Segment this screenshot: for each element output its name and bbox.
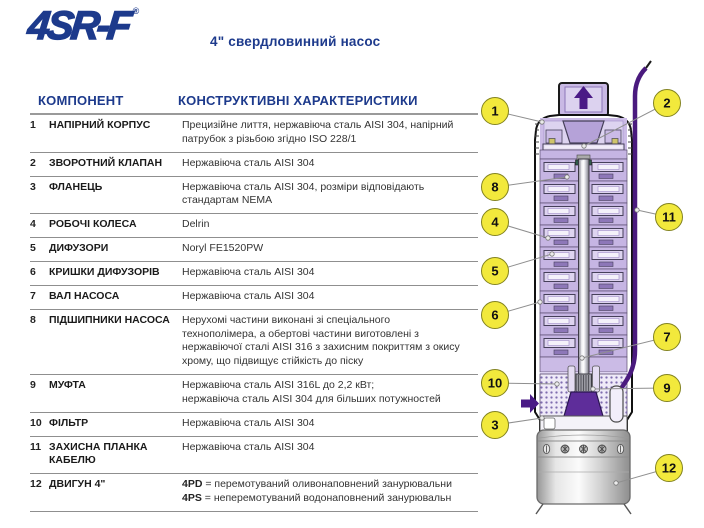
callout-number: 1 bbox=[491, 103, 499, 119]
table-row bbox=[30, 413, 478, 437]
row-number: 3 bbox=[30, 180, 36, 193]
row-number: 4 bbox=[30, 218, 36, 231]
brand-logo bbox=[25, 4, 140, 49]
table-row bbox=[30, 286, 478, 310]
component-name: РОБОЧІ КОЛЕСА bbox=[49, 218, 137, 231]
table-row bbox=[30, 262, 478, 286]
component-description: Delrin bbox=[182, 218, 210, 231]
callout-number: 3 bbox=[491, 417, 499, 433]
component-name: ФЛАНЕЦЬ bbox=[49, 180, 103, 193]
callout-6 bbox=[482, 300, 543, 329]
table-row bbox=[30, 238, 478, 262]
cable-conduit bbox=[610, 386, 623, 422]
product-tagline: 4" свердловинний насос bbox=[210, 34, 381, 49]
table-row bbox=[30, 437, 478, 474]
component-name: ЗАХИСНА ПЛАНКА КАБЕЛЮ bbox=[49, 440, 148, 467]
component-description: Нержавіюча сталь AISI 316L до 2,2 кВт; нержавіюча сталь AISI 304 для більших потужностей bbox=[182, 379, 441, 406]
callout-number: 12 bbox=[661, 460, 677, 476]
table-row bbox=[30, 214, 478, 238]
row-number: 6 bbox=[30, 266, 36, 279]
component-name: МУФТА bbox=[49, 379, 86, 392]
component-description: Нержавіюча сталь AISI 304 bbox=[182, 416, 315, 429]
discharge-port bbox=[559, 83, 608, 116]
callout-number: 4 bbox=[491, 214, 499, 230]
component-name: ЗВОРОТНИЙ КЛАПАН bbox=[49, 156, 163, 169]
callout-number: 6 bbox=[491, 307, 499, 323]
component-description: Нерухомі частини виконані зі спеціального технополімера, а обертові частини виготовлені з нержавіючої сталі AISI 316 з захисним покриттям з окису хрому, що підвищує стійкість до піску bbox=[182, 313, 460, 368]
component-description: Noryl FE1520PW bbox=[182, 242, 264, 255]
table-header-component: КОМПОНЕНТ bbox=[38, 93, 124, 108]
callout-number: 5 bbox=[491, 263, 499, 279]
table-row bbox=[30, 474, 478, 512]
table-row bbox=[30, 375, 478, 413]
callout-number: 7 bbox=[663, 329, 671, 345]
row-number: 10 bbox=[30, 416, 42, 429]
row-number: 7 bbox=[30, 289, 36, 302]
callout-3 bbox=[482, 412, 545, 439]
table-row bbox=[30, 177, 478, 215]
row-number: 1 bbox=[30, 119, 36, 131]
callout-number: 11 bbox=[662, 209, 676, 225]
pump-cross-section-diagram bbox=[464, 60, 704, 528]
component-description: Прецизійне лиття, нержавіюча сталь AISI 304, напірний патрубок з різьбою згідно ISO 228/1 bbox=[182, 119, 454, 145]
component-name: ВАЛ НАСОСА bbox=[49, 289, 120, 302]
component-description: 4PD = перемотуваний оливонаповнений занурювальни 4PS = неперемотуваний водонаповнений занурювальн bbox=[182, 478, 452, 504]
callout-1 bbox=[482, 98, 545, 125]
components-table bbox=[30, 115, 478, 512]
callout-number: 8 bbox=[491, 179, 499, 195]
component-description: Нержавіюча сталь AISI 304 bbox=[182, 266, 315, 279]
row-number: 12 bbox=[30, 478, 42, 491]
callout-number: 2 bbox=[663, 95, 671, 111]
row-number: 11 bbox=[30, 440, 42, 453]
component-description: Нержавіюча сталь AISI 304 bbox=[182, 289, 315, 302]
callout-number: 9 bbox=[663, 380, 671, 396]
component-name: ФІЛЬТР bbox=[49, 416, 89, 429]
callout-number: 10 bbox=[487, 375, 503, 391]
row-number: 5 bbox=[30, 242, 36, 255]
component-description: Нержавіюча сталь AISI 304 bbox=[182, 440, 315, 453]
motor-screw-icon bbox=[561, 445, 606, 453]
table-row bbox=[30, 115, 478, 153]
row-number: 8 bbox=[30, 313, 36, 326]
component-description: Нержавіюча сталь AISI 304 bbox=[182, 156, 315, 169]
row-number: 2 bbox=[30, 156, 36, 169]
component-description: Нержавіюча сталь AISI 304, розміри відповідають стандартам NEMA bbox=[182, 180, 425, 207]
table-row bbox=[30, 310, 478, 375]
motor bbox=[536, 430, 631, 514]
table-row bbox=[30, 153, 478, 177]
component-name: ДВИГУН 4" bbox=[49, 478, 106, 491]
component-name: ПІДШИПНИКИ НАСОСА bbox=[49, 313, 170, 326]
row-number: 9 bbox=[30, 379, 36, 392]
brand-logo-text: 4SR-F bbox=[25, 4, 131, 48]
component-name: НАПІРНИЙ КОРПУС bbox=[49, 119, 151, 131]
component-name: ДИФУЗОРИ bbox=[49, 242, 109, 255]
table-header-characteristics: КОНСТРУКТИВНІ ХАРАКТЕРИСТИКИ bbox=[178, 93, 418, 108]
component-name: КРИШКИ ДИФУЗОРІВ bbox=[49, 266, 160, 279]
callout-11 bbox=[635, 204, 683, 231]
registered-mark: ® bbox=[132, 6, 140, 16]
